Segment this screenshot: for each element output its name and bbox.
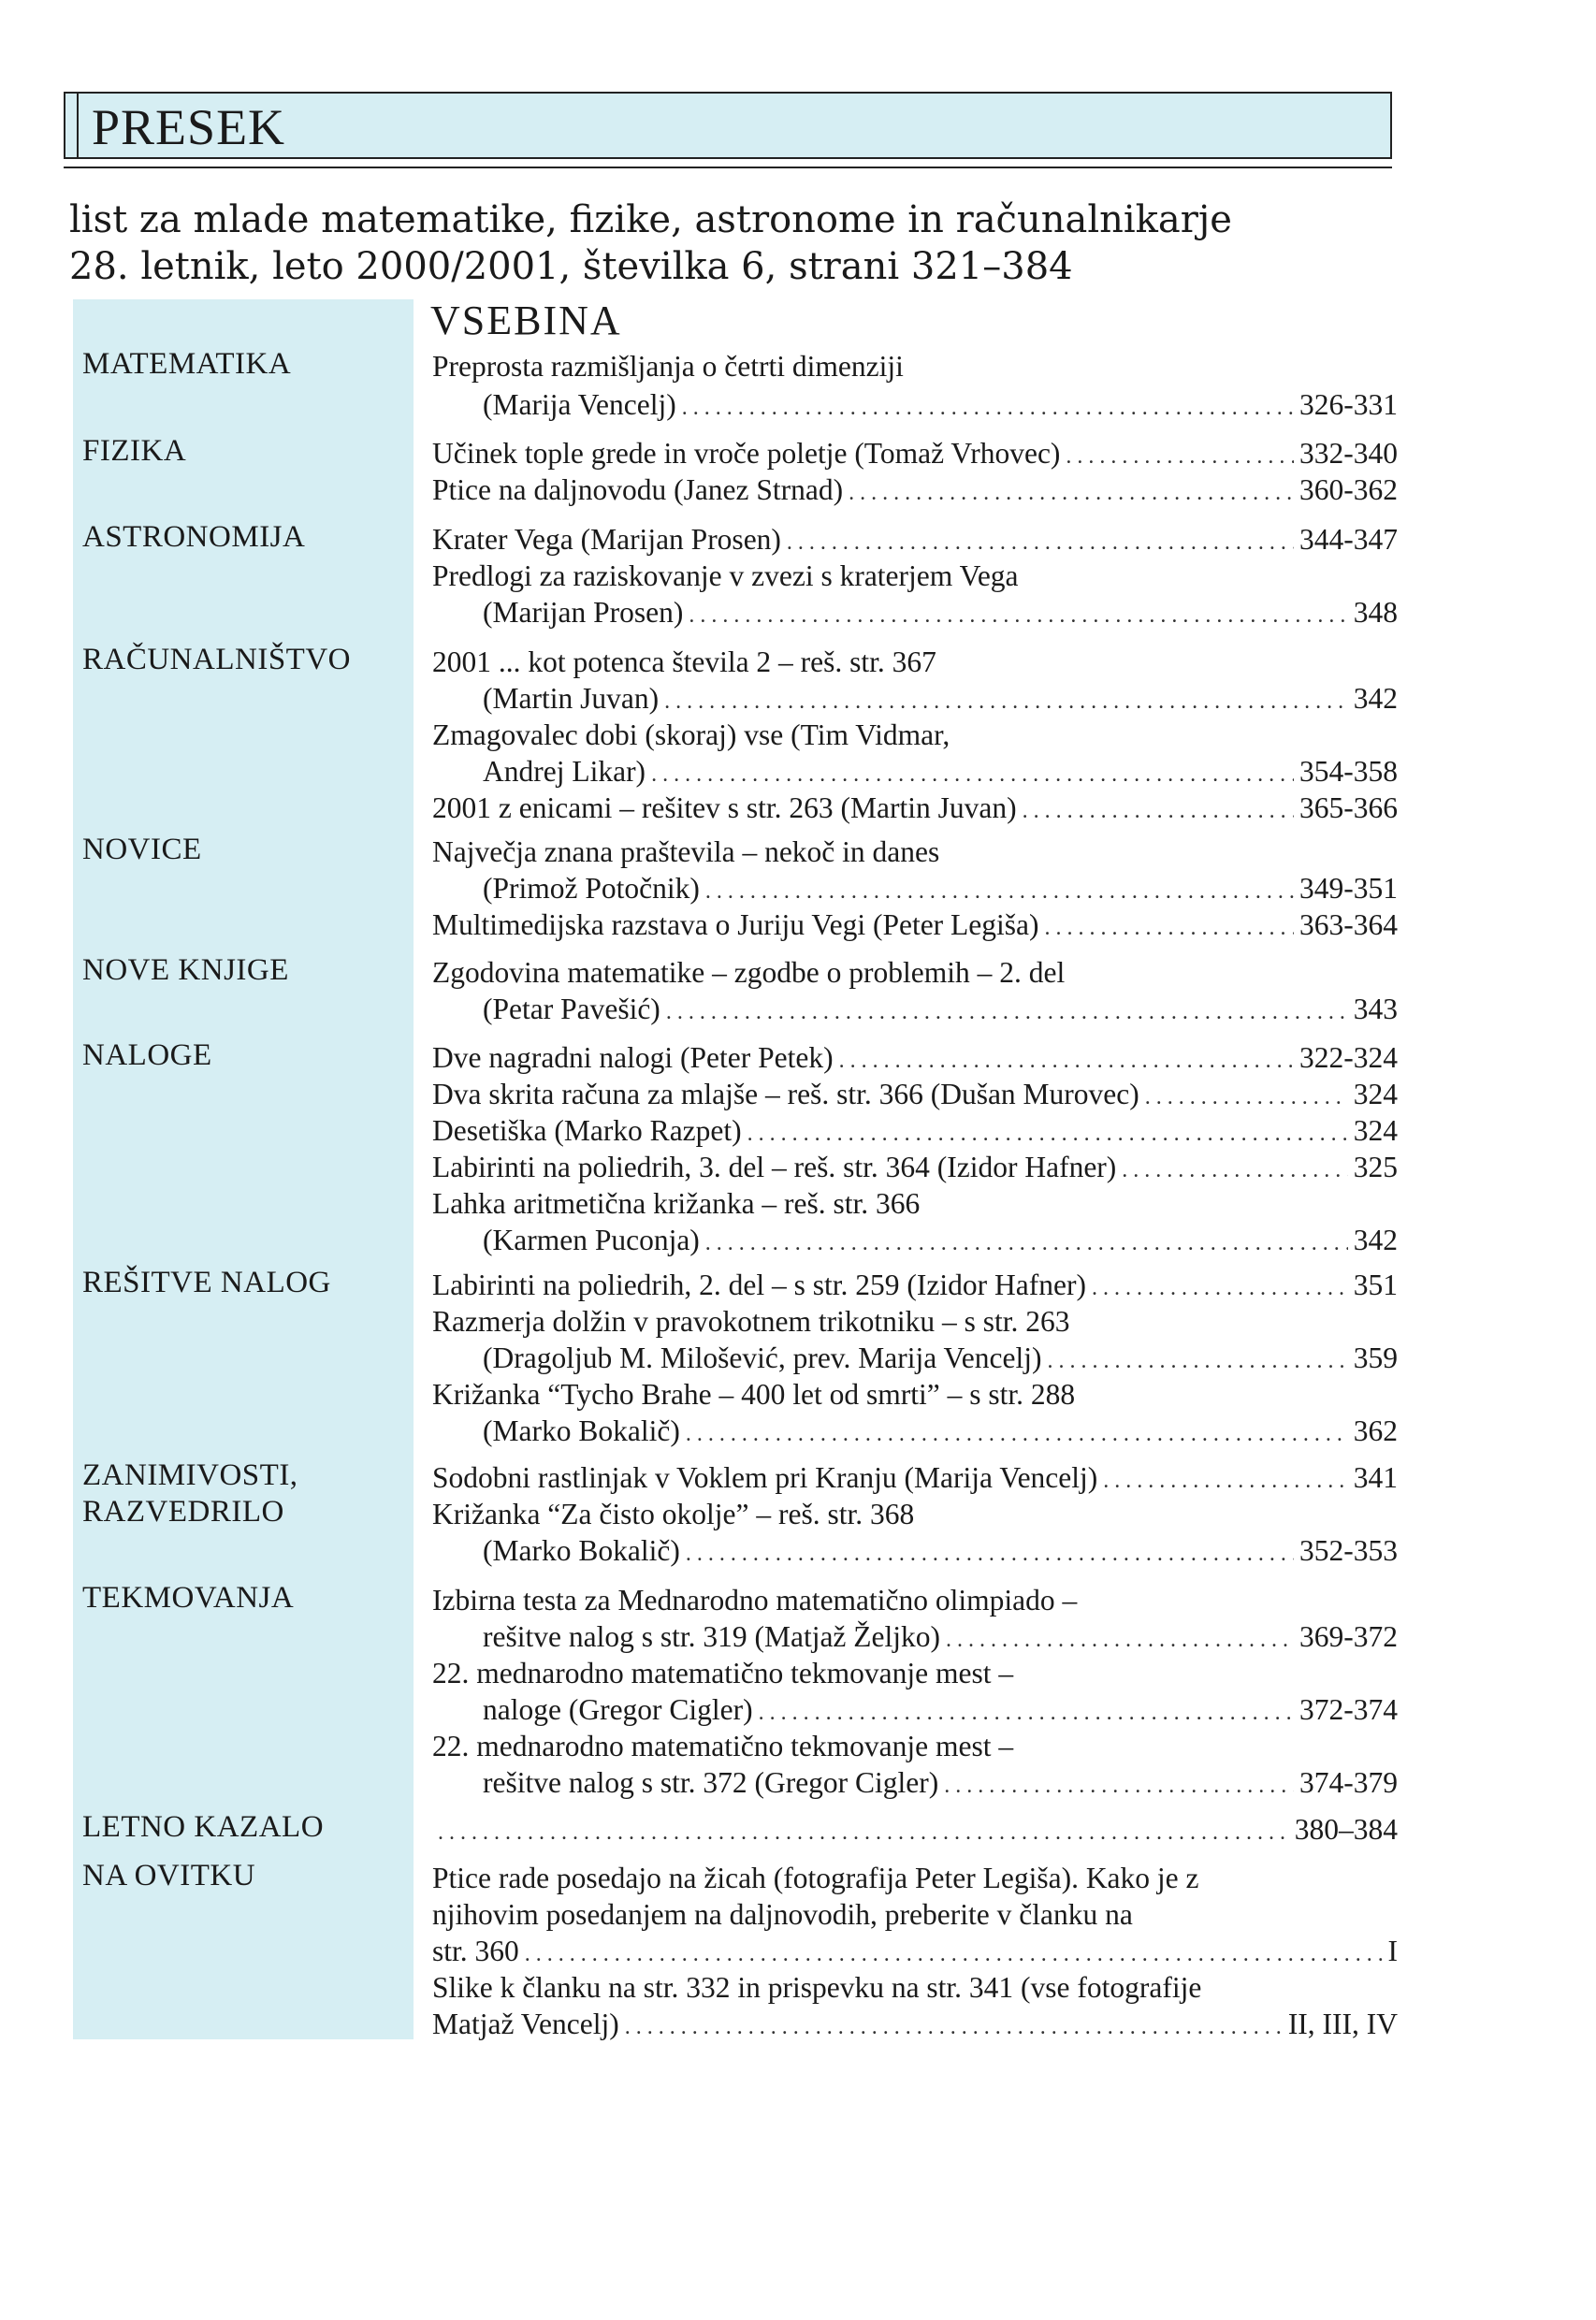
category-razvedrilo: RAZVEDRILO [82,1495,284,1529]
toc-line: (Marko Bokalič) . . . 352-353 [432,1533,1398,1569]
toc-line: 22. mednarodno matematično tekmovanje mest – [432,1730,1014,1762]
toc-line: Izbirna testa za Mednarodno matematično olimpiado – [432,1584,1078,1617]
toc-line: Največja znana praštevila – nekoč in danes [432,835,940,868]
toc-line: str. 360 . . . I [432,1934,1398,1969]
toc-line: Ptice na daljnovodu (Janez Strnad) . . . 360-362 [432,472,1398,508]
toc-line: Križanka “Za čisto okolje” – reš. str. 368 [432,1498,915,1530]
header-title-box [64,92,1392,159]
toc-line: 2001 ... kot potenca števila 2 – reš. str. 367 [432,645,936,678]
toc-line: Učinek tople grede in vroče poletje (Tomaž Vrhovec) . . . 332-340 [432,436,1398,471]
toc-line: Matjaž Vencelj) . . . II, III, IV [432,2007,1398,2042]
toc-line: Zgodovina matematike – zgodbe o problemih – 2. del [432,956,1066,989]
toc-line: Razmerja dolžin v pravokotnem trikotniku – s str. 263 [432,1305,1070,1338]
toc-line: 22. mednarodno matematično tekmovanje mest – [432,1657,1014,1689]
toc-line: Desetiška (Marko Razpet) . . . 324 [432,1113,1398,1149]
toc-line: (Dragoljub M. Milošević, prev. Marija Vencelj) . . . 359 [432,1341,1398,1376]
toc-line: Predlogi za raziskovanje v zvezi s kraterjem Vega [432,559,1019,592]
toc-line: naloge (Gregor Cigler) . . . 372-374 [432,1692,1398,1728]
category-tekmovanja: TEKMOVANJA [82,1581,295,1615]
journal-subtitle [69,196,1232,290]
header-rule [64,167,1392,168]
category-matematika: MATEMATIKA [82,347,292,381]
toc-line: (Marija Vencelj) . . . 326-331 [432,387,1398,423]
category-na-ovitku: NA OVITKU [82,1859,256,1892]
toc-line: (Petar Pavešić) . . . 343 [432,992,1398,1027]
toc-line: rešitve nalog s str. 319 (Matjaž Željko) . . . 369-372 [432,1619,1398,1655]
contents-heading: VSEBINA [430,297,622,343]
header-box-inner-rule [77,94,79,157]
toc-line: Multimedijska razstava o Juriju Vegi (Peter Legiša) . . . 363-364 [432,907,1398,943]
toc-line: Slike k članku na str. 332 in prispevku na str. 341 (vse fotografije [432,1971,1202,2004]
toc-line: Zmagovalec dobi (skoraj) vse (Tim Vidmar, [432,718,950,751]
category-zanimivosti: ZANIMIVOSTI, [82,1458,298,1492]
toc-line: njihovim posedanjem na daljnovodih, preberite v članku na [432,1898,1133,1931]
category-fizika: FIZIKA [82,434,187,468]
toc-line: (Marijan Prosen) . . . 348 [432,595,1398,631]
toc-line: Preprosta razmišljanja o četrti dimenziji [432,350,904,383]
subtitle-line-2: 28. letnik, leto 2000/2001, številka 6, strani 321–384 [69,245,1073,288]
toc-line: Križanka “Tycho Brahe – 400 let od smrti” – s str. 288 [432,1378,1076,1411]
toc-line: (Karmen Puconja) . . . 342 [432,1223,1398,1258]
toc-line: 2001 z enicami – rešitev s str. 263 (Martin Juvan) . . . 365-366 [432,790,1398,826]
toc-line: (Primož Potočnik) . . . 349-351 [432,871,1398,906]
category-novice: NOVICE [82,833,202,866]
toc-line: Krater Vega (Marijan Prosen) . . . 344-347 [432,522,1398,558]
category-naloge: NALOGE [82,1038,212,1072]
category-letno-kazalo: LETNO KAZALO [82,1810,325,1844]
subtitle-line-1: list za mlade matematike, fizike, astronome in računalnikarje [69,198,1232,241]
toc-line: Ptice rade posedajo na žicah (fotografija Peter Legiša). Kako je z [432,1862,1199,1894]
toc-line: Sodobni rastlinjak v Voklem pri Kranju (Marija Vencelj) . . . 341 [432,1460,1398,1496]
toc-line: rešitve nalog s str. 372 (Gregor Cigler) . . . 374-379 [432,1765,1398,1801]
toc-line: (Marko Bokalič) . . . 362 [432,1414,1398,1449]
category-astronomija: ASTRONOMIJA [82,520,306,554]
toc-line: Lahka aritmetična križanka – reš. str. 366 [432,1187,921,1220]
toc-line: Labirinti na poliedrih, 3. del – reš. str. 364 (Izidor Hafner) . . . 325 [432,1150,1398,1185]
toc-line: Dva skrita računa za mlajše – reš. str. 366 (Dušan Murovec) . . . 324 [432,1077,1398,1112]
journal-title: PRESEK [92,99,286,155]
category-racunalnistvo: RAČUNALNIŠTVO [82,643,351,676]
category-resitve-nalog: REŠITVE NALOG [82,1266,331,1299]
toc-line: (Martin Juvan) . . . 342 [432,681,1398,717]
category-side-panel [73,299,414,2039]
toc-line: Andrej Likar) . . . 354-358 [432,754,1398,790]
toc-line: Dve nagradni nalogi (Peter Petek) . . . 322-324 [432,1040,1398,1076]
toc-line: Labirinti na poliedrih, 2. del – s str. 259 (Izidor Hafner) . . . 351 [432,1268,1398,1303]
category-nove-knjige: NOVE KNJIGE [82,953,289,987]
toc-line: . . . 380–384 [432,1812,1398,1848]
